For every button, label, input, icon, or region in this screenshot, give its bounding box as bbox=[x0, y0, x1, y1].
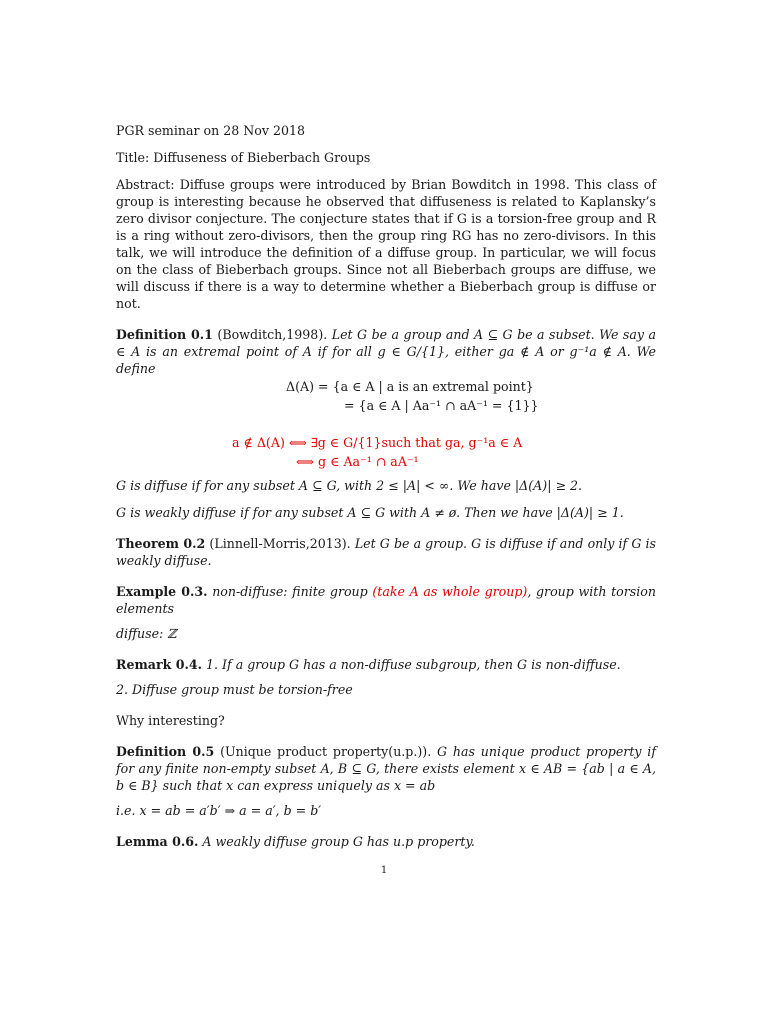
equation-delta-2: = {a ∈ A | Aa⁻¹ ∩ aA⁻¹ = {1}} bbox=[344, 398, 539, 413]
example-label: Example 0.3. bbox=[116, 584, 208, 599]
page-number: 1 bbox=[380, 865, 388, 876]
example-red-note: (take A as whole group) bbox=[372, 584, 528, 599]
red-equation-1: a ∉ Δ(A) ⟺ ∃g ∈ G/{1}such that ga, g⁻¹a ∈ A bbox=[232, 435, 523, 450]
theorem-label: Theorem 0.2 bbox=[116, 536, 206, 551]
seminar-line: PGR seminar on 28 Nov 2018 bbox=[116, 123, 306, 138]
definition-text: Let G be a group and A ⊆ G be a subset. We say a ∈ A is an extremal point of A if for all g ∈ G/{1}, either ga ∉ A or g⁻¹a ∉ A. We define bbox=[116, 327, 656, 376]
remark-item-2: 2. Diffuse group must be torsion-free bbox=[116, 682, 353, 697]
definition-5-citation: (Unique product property(u.p.)). bbox=[220, 744, 432, 759]
definition-citation: (Bowditch,1998). bbox=[217, 327, 328, 342]
lemma-label: Lemma 0.6. bbox=[116, 834, 199, 849]
talk-title: Title: Diffuseness of Bieberbach Groups bbox=[116, 150, 371, 165]
definition-5-ie: i.e. x = ab = a′b′ ⇒ a = a′, b = b′ bbox=[116, 803, 322, 818]
example-diffuse: diffuse: ℤ bbox=[116, 626, 177, 641]
red-equation-2: ⟺ g ∈ Aa⁻¹ ∩ aA⁻¹ bbox=[296, 454, 419, 469]
remark-0-4 bbox=[116, 656, 656, 673]
why-interesting: Why interesting? bbox=[116, 713, 225, 728]
theorem-text: Let G be a group. G is diffuse if and only if G is weakly diffuse. bbox=[116, 536, 656, 568]
example-0-3 bbox=[116, 583, 656, 617]
weakly-diffuse-definition: G is weakly diffuse if for any subset A ⊆ G with A ≠ ø. Then we have |Δ(A)| ≥ 1. bbox=[116, 505, 624, 520]
diffuse-definition: G is diffuse if for any subset A ⊆ G, with 2 ≤ |A| < ∞. We have |Δ(A)| ≥ 2. bbox=[116, 478, 583, 493]
definition-0-1 bbox=[116, 326, 656, 377]
paper-page bbox=[116, 122, 656, 850]
definition-0-5 bbox=[116, 743, 656, 794]
lemma-0-6 bbox=[116, 833, 656, 850]
remark-label: Remark 0.4. bbox=[116, 657, 203, 672]
abstract: Abstract: Diffuse groups were introduced by Brian Bowditch in 1998. This class of group is interesting because he observed that diffuseness is related to Kaplansky’s zero divisor conjecture. The conjecture states that if G is a torsion-free group and R is a ring without zero-divisors, then the group ring RG has no zero-divisors. In this talk, we will introduce the definition of a diffuse group. In particular, we will focus on the class of Bieberbach groups. Since not all Bieberbach groups are diffuse, we will discuss if there is a way to determine whether a Bieberbach group is diffuse or not. bbox=[116, 177, 656, 311]
definition-5-text: G has unique product property if for any finite non-empty subset A, B ⊆ G, there exists element x ∈ AB = {ab | a ∈ A, b ∈ B} such that x can express uniquely as x = ab bbox=[116, 744, 656, 793]
equation-delta-1: Δ(A) = {a ∈ A | a is an extremal point} bbox=[286, 379, 534, 394]
definition-label: Definition 0.1 bbox=[116, 327, 213, 342]
lemma-text: A weakly diffuse group G has u.p property. bbox=[202, 834, 475, 849]
theorem-citation: (Linnell-Morris,2013). bbox=[209, 536, 351, 551]
definition-5-label: Definition 0.5 bbox=[116, 744, 215, 759]
example-text-a: non-diffuse: finite group bbox=[212, 584, 368, 599]
theorem-0-2 bbox=[116, 535, 656, 569]
example-text-b: , group with torsion elements bbox=[116, 584, 656, 616]
remark-item-1: 1. If a group G has a non-diffuse subgroup, then G is non-diffuse. bbox=[206, 657, 621, 672]
